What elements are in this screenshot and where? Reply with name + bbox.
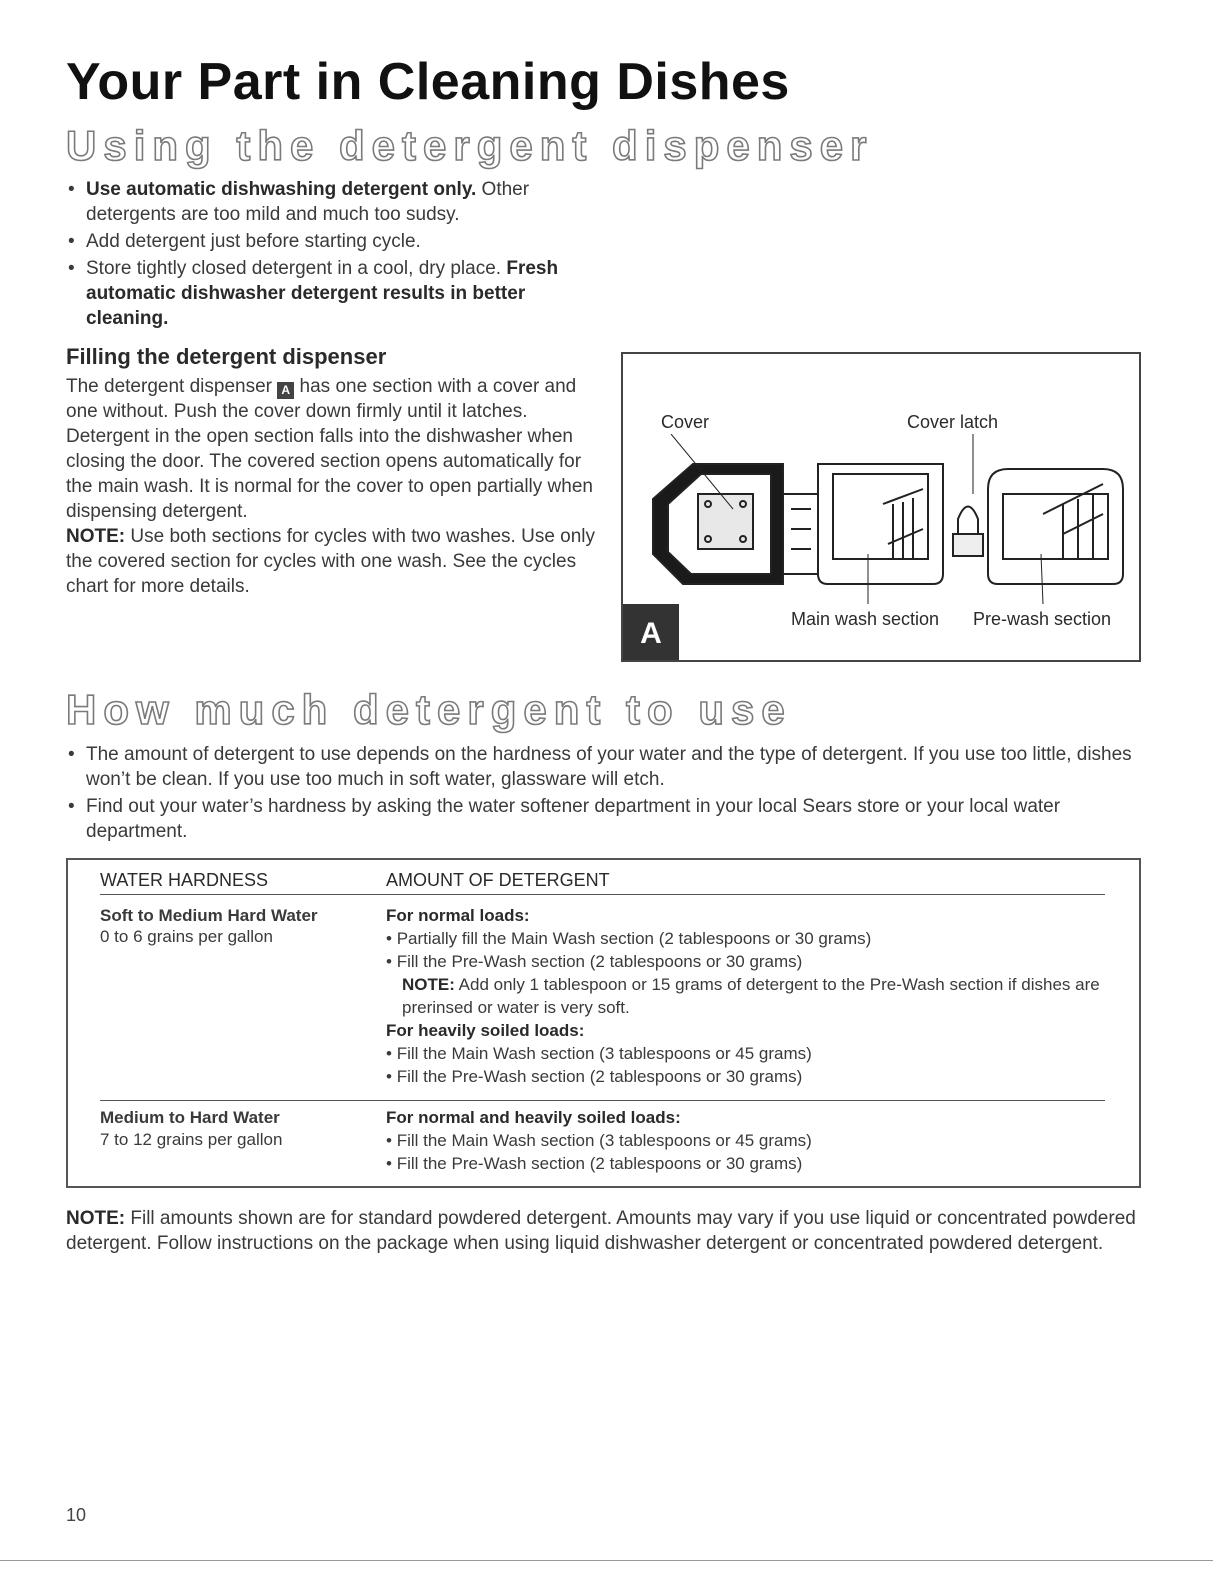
list-item (68, 794, 1138, 844)
label-cover: Cover (661, 412, 710, 432)
dispenser-illustration (623, 434, 1139, 604)
bullet-icon: • (386, 929, 397, 948)
bottom-note (66, 1206, 1141, 1256)
bullet-icon: • (386, 952, 397, 971)
item-text: Partially fill the Main Wash section (2 tablespoons or 30 grams) (396, 929, 872, 948)
filling-heading: Filling the detergent dispenser (66, 344, 387, 369)
label-cover-latch: Cover latch (907, 412, 999, 432)
dispenser-figure (621, 352, 1141, 662)
list-item (386, 1042, 1106, 1065)
list-item (68, 742, 1138, 792)
item-text: Fill the Pre-Wash section (2 tablespoons or 30 grams) (396, 1154, 803, 1173)
list-item (68, 256, 608, 331)
bottom-rule (0, 1560, 1213, 1561)
hardness-soft: Soft to Medium Hard Water (100, 906, 318, 925)
item-text: Fill the Main Wash section (3 tablespoons or 45 grams) (396, 1131, 812, 1150)
figure-badge-a: A (623, 604, 679, 660)
dispenser-bullet-list (68, 177, 608, 333)
list-item (386, 1129, 1106, 1152)
bullet-bold-text: Use automatic dishwashing detergent only. (86, 179, 477, 200)
list-item (68, 229, 608, 254)
bullet-text: The amount of detergent to use depends on the hardness of your water and the type of detergent. If you use too little, dishes won’t be clean. If you use too much in soft water, glassware will etch. (86, 744, 1132, 790)
section-heading-dispenser: Using the detergent dispenser (66, 122, 874, 169)
filling-text: The detergent dispenser (66, 376, 278, 397)
detergent-table (66, 858, 1141, 1188)
bullet-icon: • (68, 796, 75, 817)
bullet-icon: • (68, 231, 75, 252)
figure-a-badge: A (277, 382, 294, 399)
load-label: For normal and heavily soiled loads: (386, 1108, 681, 1127)
bullet-icon: • (68, 258, 75, 279)
note-label: NOTE: (66, 526, 126, 547)
label-pre-wash: Pre-wash section (973, 609, 1112, 629)
column-header-amount: AMOUNT OF DETERGENT (386, 870, 610, 890)
filling-text: has one section with a cover and one without. Push the cover down firmly until it latches. Detergent in the open section falls into the dishwasher when closing the door. The covered section opens automatically for the main wash. It is normal for the cover to open partially when dispensing detergent. (66, 376, 593, 522)
bullet-text: Add detergent just before starting cycle. (86, 231, 421, 252)
note-label: NOTE: (66, 1208, 126, 1229)
list-item (68, 177, 608, 227)
note-label: NOTE: (402, 975, 455, 994)
filling-note (66, 524, 596, 599)
bullet-icon: • (386, 1154, 397, 1173)
bullet-icon: • (386, 1044, 397, 1063)
bullet-bold-text: Fresh automatic dishwasher detergent results in better cleaning. (86, 258, 559, 329)
bullet-icon: • (68, 179, 75, 200)
bullet-text: Store tightly closed detergent in a cool, dry place. (86, 258, 507, 279)
item-text: Fill the Pre-Wash section (2 tablespoons or 30 grams) (396, 1067, 803, 1086)
list-item (386, 1065, 1106, 1088)
bullet-icon: • (386, 1067, 397, 1086)
bullet-icon: • (68, 744, 75, 765)
list-item (386, 1152, 1106, 1175)
hardness-hard: Medium to Hard Water (100, 1108, 280, 1127)
column-header-hardness: WATER HARDNESS (100, 870, 269, 890)
load-label: For heavily soiled loads: (386, 1021, 585, 1040)
item-text: Fill the Main Wash section (3 tablespoons or 45 grams) (396, 1044, 812, 1063)
note-text: Fill amounts shown are for standard powdered detergent. Amounts may vary if you use liquid or concentrated powdered detergent. Follow instructions on the package when using liquid dishwasher detergent or concentrated powdered detergent. (66, 1208, 1136, 1254)
amount-cell-soft (386, 904, 1106, 1088)
filling-paragraph (66, 374, 596, 524)
load-label: For normal loads: (386, 906, 530, 925)
list-item (386, 950, 1106, 973)
item-text: Fill the Pre-Wash section (2 tablespoons or 30 grams) (396, 952, 803, 971)
amount-cell-hard (386, 1106, 1106, 1175)
table-note (386, 973, 1106, 1019)
list-item (386, 927, 1106, 950)
grains-hard: 7 to 12 grains per gallon (100, 1130, 283, 1149)
page-number: 10 (66, 1505, 87, 1525)
bullet-text: Other detergents are too mild and much too sudsy. (86, 179, 530, 225)
note-text: Use both sections for cycles with two washes. Use only the covered section for cycles with one wash. See the cycles chart for more details. (66, 526, 596, 597)
amount-bullet-list (68, 742, 1138, 846)
row-divider (100, 1100, 1105, 1101)
header-divider (100, 894, 1105, 895)
note-text: Add only 1 tablespoon or 15 grams of detergent to the Pre-Wash section if dishes are prerinsed or water is very soft. (402, 975, 1100, 1017)
section-heading-amount: How much detergent to use (66, 686, 792, 733)
grains-soft: 0 to 6 grains per gallon (100, 927, 273, 946)
bullet-icon: • (386, 1131, 397, 1150)
label-main-wash: Main wash section (791, 609, 940, 629)
page-title: Your Part in Cleaning Dishes (66, 53, 790, 111)
bullet-text: Find out your water’s hardness by asking the water softener department in your local Sears store or your local water department. (86, 796, 1061, 842)
